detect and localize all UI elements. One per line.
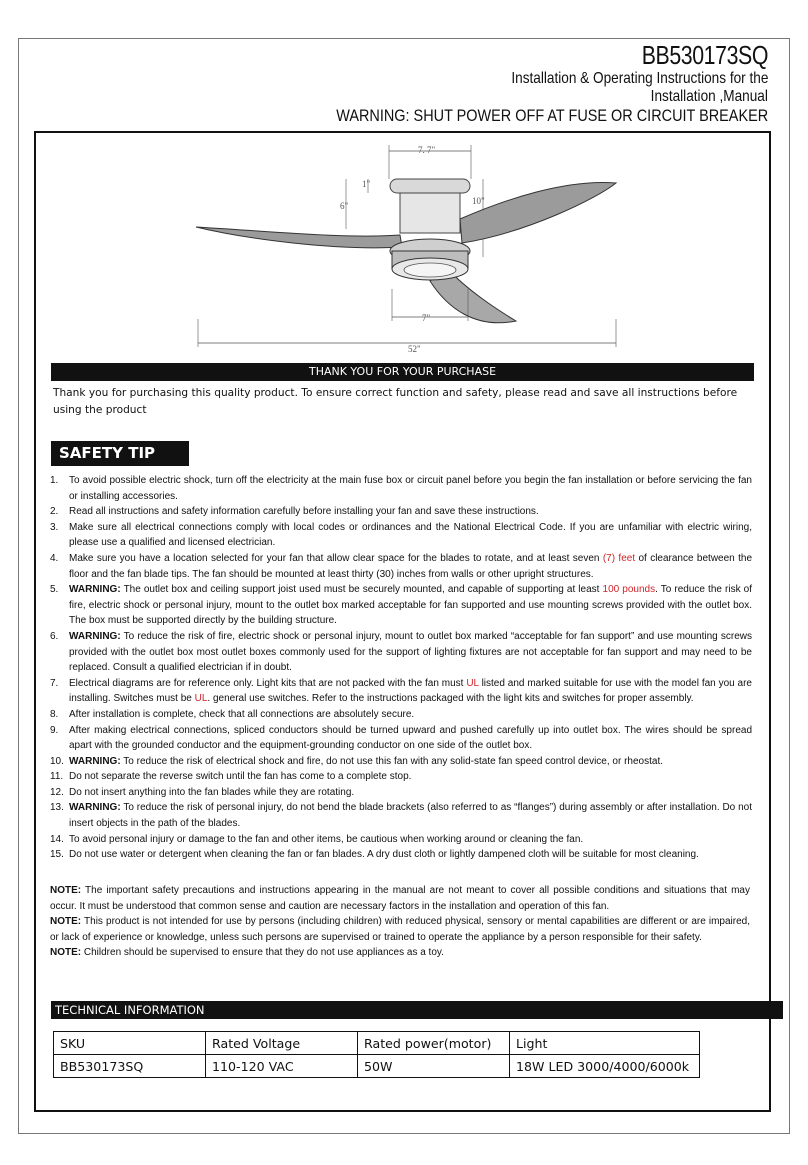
table-header-row: [54, 1032, 700, 1055]
header-line-2: Installation ,Manual: [650, 88, 768, 105]
notes-section: [50, 883, 750, 961]
list-item: 12. Do not insert anything into the fan blades while they are rotating.: [50, 786, 355, 798]
list-item: 7. Electrical diagrams are for reference only. Light kits that are not packed with the fan must UL listed and marked suitable for use with the model fan you are installing. Switches must be UL. general use switches. Refer to the instructions packaged with the light kits and switches for proper assembly.: [50, 677, 752, 705]
model-number: BB530173SQ: [641, 40, 768, 70]
spec-table: [53, 1031, 700, 1078]
list-item: 6. WARNING: To reduce the risk of fire, electric shock or personal injury, mount to outlet box marked “acceptable for fan support” and use mounting screws provided with the outlet box most outlet boxes commonly used for the support of lighting fixtures are not acceptable for fan support and may need to be replaced. Consult a qualified electrician if in doubt.: [50, 630, 752, 674]
table-cell: 50W: [358, 1055, 510, 1078]
table-cell: BB530173SQ: [54, 1055, 206, 1078]
list-item: 1. To avoid possible electric shock, turn off the electricity at the main fuse box or circuit panel before you begin the fan installation or before servicing the fan or installing accessories.: [50, 475, 752, 502]
list-item: 9. After making electrical connections, spliced conductors should be turned upward and pushed carefully up into outlet box. The wires should be spread apart with the grounded conductor and the equipment-grounding conductor on one side of the outlet box.: [50, 724, 752, 752]
list-item: 4. Make sure you have a location selected for your fan that allow clear space for the blades to rotate, and at least seven (7) feet of clearance between the floor and the fan blade tips. The fan should be mounted at least thirty (30) inches from walls or other upright structures.: [50, 552, 752, 580]
header-line-1: Installation & Operating Instructions for the: [510, 70, 768, 87]
table-cell: 18W LED 3000/4000/6000k: [510, 1055, 700, 1078]
thank-you-heading: THANK YOU FOR YOUR PURCHASE: [51, 363, 754, 381]
table-header-cell: SKU: [54, 1032, 206, 1055]
dim-top-label: 7. 7": [418, 145, 436, 155]
dim-bottom-small-label: 7": [422, 313, 431, 323]
list-item: 13. WARNING: To reduce the risk of personal injury, do not bend the blade brackets (also referred to as “flanges”) during assembly or after installation. Do not insert objects in the path of the blades.: [50, 802, 752, 830]
dim-left-large-label: 6": [340, 201, 349, 211]
thank-you-text: Thank you for purchasing this quality product. To ensure correct function and safety, please read and save all instructions before using the product: [53, 387, 738, 416]
list-item: 15. Do not use water or detergent when cleaning the fan or fan blades. A dry dust cloth or lightly dampened cloth will be suitable for most cleaning.: [50, 849, 699, 861]
list-item: 8. After installation is complete, check that all connections are absolutely secure.: [50, 708, 415, 720]
list-item: 3. Make sure all electrical connections comply with local codes or ordinances and the National Electrical Code. If you are unfamiliar with electric wiring, please use a qualified and licensed electrician.: [50, 521, 752, 549]
table-header-cell: Rated Voltage: [206, 1032, 358, 1055]
list-item: 11. Do not separate the reverse switch until the fan has come to a complete stop.: [50, 771, 412, 783]
header-warning: WARNING: SHUT POWER OFF AT FUSE OR CIRCUIT BREAKER: [336, 106, 768, 125]
table-cell: 110-120 VAC: [206, 1055, 358, 1078]
table-row: [54, 1055, 700, 1078]
table-header-cell: Light: [510, 1032, 700, 1055]
safety-list: [50, 473, 752, 863]
list-item: 5. WARNING: The outlet box and ceiling support joist used must be securely mounted, and capable of supporting at least 100 pounds. To reduce the risk of fire, electric shock or personal injury, mount to the outlet box marked acceptable for fan supported and use mounting screws provided with the outlet box. The box must be supported directly by the building structure.: [50, 584, 752, 627]
content-frame: [34, 131, 771, 1112]
note-paragraph: NOTE: The important safety precautions and instructions appearing in the manual are not meant to cover all possible conditions and situations that may occur. It must be understood that common sense and caution are necessary factors in the installation and operation of this fan.: [50, 885, 750, 912]
list-item: 2. Read all instructions and safety information carefully before installing your fan and save these instructions.: [50, 506, 539, 518]
note-paragraph: NOTE: This product is not intended for use by persons (including children) with reduced physical, sensory or mental capabilities are different or are impaired, or lack of experience or knowledge, unless such persons are supervised or trained to operate the appliance by a person responsible for their safety.: [50, 916, 750, 943]
note-paragraph: NOTE: Children should be supervised to ensure that they do not use appliances as a toy.: [50, 947, 444, 959]
safety-tip-heading: SAFETY TIP: [51, 441, 189, 466]
table-header-cell: Rated power(motor): [358, 1032, 510, 1055]
technical-information-heading: TECHNICAL INFORMATION: [51, 1001, 783, 1019]
fan-dimension-diagram: [186, 139, 626, 359]
dim-right-label: 10": [472, 196, 485, 206]
list-item: 10. WARNING: To reduce the risk of electrical shock and fire, do not use this fan with any solid-state fan speed control device, or rheostat.: [50, 755, 664, 767]
dim-left-small-label: 1": [362, 179, 371, 189]
list-item: 14. To avoid personal injury or damage to the fan and other items, be cautious when working around or cleaning the fan.: [50, 833, 584, 845]
dim-span-label: 52": [408, 344, 421, 354]
